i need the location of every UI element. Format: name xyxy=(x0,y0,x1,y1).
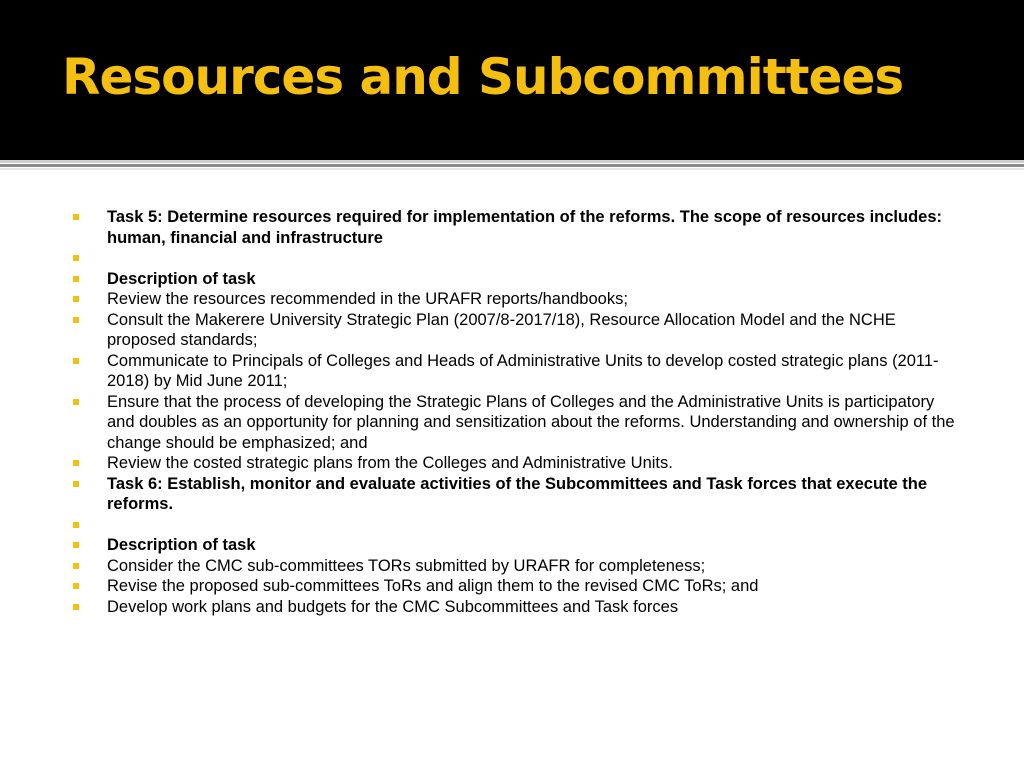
square-bullet-icon xyxy=(73,358,79,364)
divider-line xyxy=(0,164,1024,167)
bullet-item xyxy=(72,474,962,515)
bullet-text: Revise the proposed sub-committees ToRs and align them to the revised CMC ToRs; and xyxy=(107,577,759,595)
bullet-text: Communicate to Principals of Colleges and Heads of Administrative Units to develop costed strategic plans (2011-2018) by Mid June 2011; xyxy=(107,351,939,390)
square-bullet-icon xyxy=(73,542,79,548)
square-bullet-icon xyxy=(73,583,79,589)
square-bullet-icon xyxy=(73,276,79,282)
square-bullet-icon xyxy=(73,214,79,220)
divider-line xyxy=(0,168,1024,170)
bullet-text: Description of task xyxy=(107,269,256,288)
square-bullet-icon xyxy=(73,317,79,323)
bullet-item xyxy=(72,269,962,290)
slide-title: Resources and Subcommittees xyxy=(62,48,904,106)
bullet-text: Task 6: Establish, monitor and evaluate activities of the Subcommittees and Task forces that execute the reforms. xyxy=(107,474,928,513)
square-bullet-icon xyxy=(73,399,79,405)
bullet-text: Review the resources recommended in the URAFR reports/handbooks; xyxy=(107,290,628,308)
bullet-item xyxy=(72,351,962,392)
square-bullet-icon xyxy=(73,296,79,302)
bullet-item xyxy=(72,248,962,269)
bullet-item xyxy=(72,597,962,618)
bullet-text: Review the costed strategic plans from the Colleges and Administrative Units. xyxy=(107,454,673,472)
bullet-text: Description of task xyxy=(107,536,256,554)
bullet-text: Task 5: Determine resources required for implementation of the reforms. The scope of resources includes: human, financial and infrastructure xyxy=(107,208,943,247)
bullet-item xyxy=(72,453,962,474)
square-bullet-icon xyxy=(73,481,79,487)
divider-line xyxy=(0,160,1024,163)
bullet-item xyxy=(72,515,962,536)
bullet-text: Consider the CMC sub-committees TORs submitted by URAFR for completeness; xyxy=(107,556,706,575)
bullet-item xyxy=(72,392,962,454)
bullet-text: Consult the Makerere University Strategic Plan (2007/8-2017/18), Resource Allocation Model and the NCHE proposed standards; xyxy=(107,310,896,349)
square-bullet-icon xyxy=(73,522,79,528)
bullet-item xyxy=(72,289,962,310)
bullet-text: Develop work plans and budgets for the CMC Subcommittees and Task forces xyxy=(107,597,679,616)
bullet-text: Ensure that the process of developing the Strategic Plans of Colleges and the Administrative Units is participatory and doubles as an opportunity for planning and sensitization about the reforms. Understanding and ownership of the change should be emphasized; and xyxy=(107,392,955,452)
title-bar xyxy=(0,0,1024,160)
square-bullet-icon xyxy=(73,604,79,610)
square-bullet-icon xyxy=(73,460,79,466)
bullet-item xyxy=(72,535,962,556)
bullet-list xyxy=(72,207,962,617)
square-bullet-icon xyxy=(73,563,79,569)
square-bullet-icon xyxy=(73,255,79,261)
bullet-item xyxy=(72,576,962,597)
bullet-item xyxy=(72,207,962,248)
bullet-item xyxy=(72,310,962,351)
bullet-item xyxy=(72,556,962,577)
